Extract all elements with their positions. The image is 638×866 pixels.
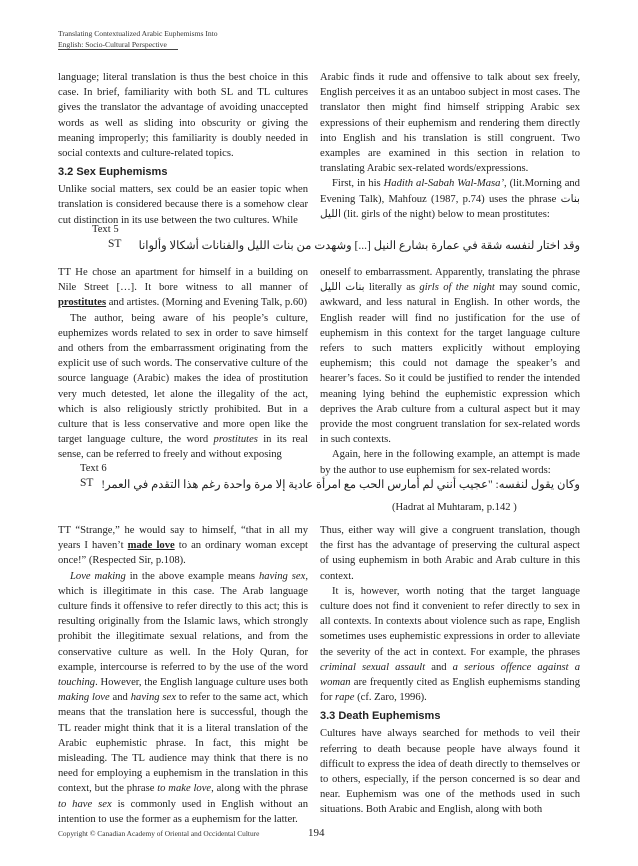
text5-label: Text 5 [92, 224, 119, 235]
paragraph: TT He chose an apartment for himself in a building on Nile Street […]. It bore witness to all manner of prostitutes and artistes. (Morning and Evening Talk, p.60) [58, 267, 308, 309]
top-right-column [320, 70, 580, 222]
paragraph: It is, however, worth noting that the target language culture does not find it convenient to refer directly to sex in all contexts. In contexts about violence such as rape, English sometimes uses euphemistic expressions in order to alleviate the severity of the act in context. For example, the phrases criminal sexual assault and a serious offence against a woman are frequently cited as English euphemisms standing for rape (cf. Zaro, 1996). [320, 585, 580, 704]
text6-st-label: ST [80, 477, 94, 489]
section-heading-sex-euphemisms: 3.2 Sex Euphemisms [58, 166, 168, 179]
top-left-column [58, 70, 308, 228]
header-rule [58, 49, 178, 50]
paragraph: oneself to embarrassment. Apparently, translating the phrase بنات الليل literally as girls of the night may sound comic, awkward, and less natural in English. In other words, the English reader will find no justification for the use of euphemism in this context for the target language culture refers to such matters explicitly without employing euphemism; this could not damage the speaker’s and hearer’s faces. So it could be justified to render the intended meaning lying behind the euphemistic expression which deprives the Arab culture from a cultural aspect but it may provide the most congruent translation for sex-related words in such contexts. [320, 267, 580, 446]
paragraph: Unlike social matters, sex could be an easier topic when translation is considered because there is a somehow clear cut distinction in its use between the two cultures. While [58, 184, 308, 226]
section-heading-death-euphemisms: 3.3 Death Euphemisms [320, 710, 441, 723]
arabic-phrase: بنات الليل [320, 282, 365, 294]
page-number: 194 [308, 827, 325, 839]
footer-copyright: Copyright © Canadian Academy of Oriental and Occidental Culture [58, 829, 260, 838]
paragraph: language; literal translation is thus the best choice in this case. In brief, familiarity with both SL and TL cultures gives the translator the advantage of avoiding unaccepted words as well as sliding into obscurity or giving the meaning improperly; this familiarity is doubly needed in social contexts and culture-related topics. [58, 72, 308, 160]
text6-source: (Hadrat al Muhtaram, p.142 ) [392, 502, 517, 513]
text5-st-label: ST [108, 238, 122, 250]
paragraph: First, in his Hadith al-Sabah Wal-Masa’, (lit.Morning and Evening Talk), Mahfouz (1987, p.74) uses the phrase بنات الليل (lit. girls of the night) below to mean prostitutes: [320, 178, 580, 220]
paragraph: Arabic finds it rude and offensive to talk about sex freely, English perceives it as an untaboo subject in most cases. The translator then might find himself stripping Arabic sex expressions of their euphemism and rendering them directly into English and his translation is still congruent. Two examples are examined in this section in relation to translating Arabic sex-related words/expressions. [320, 72, 580, 175]
text6-label: Text 6 [80, 463, 107, 474]
paragraph: Thus, either way will give a congruent translation, though the first has the advantage of preserving the cultural aspect of using euphemism in both Arabic and Arab culture in this context. [320, 525, 580, 582]
middle-left-column [58, 265, 308, 463]
paragraph: Cultures have always searched for methods to veil their referring to death because people have always found it difficult to express the idea of death directly to themselves or to others, especially, if the person concerned is so dear and near. Euphemism was one of the methods used in such situations. Both Arabic and English, along with both [320, 728, 580, 816]
header-line-2: English: Socio-Cultural Perspective [58, 39, 167, 49]
text5-arabic: وقد اختار لنفسه شقة في عمارة بشارع النيل [...] وشهدت من بنات الليل والفنانات أشكالا وألوانا [138, 240, 580, 252]
paragraph: The author, being aware of his people’s culture, euphemizes words related to sex in order to save himself and others from the embarrassment originating from the explicit use of such words. The conservative culture of the source language (Arabic) makes the idea of prostitution very much detested, let alone the illegality of the act, which is also religiously strictly prohibited. But in a culture that is less conservative and more open like the target language culture, the word prostitutes in its real sense, can be referred to freely and without exposing [58, 312, 308, 461]
text6-arabic: وكان يقول لنفسه: "عجيب أنني لم أمارس الحب مع امرأة عادية إلا مرة واحدة رغم هذا التقدم في العمر! [101, 479, 580, 491]
paragraph: Again, here in the following example, an attempt is made by the author to use euphemism for sex-related words: [320, 449, 580, 476]
paragraph: Love making in the above example means having sex, which is illegitimate in this case. The Arab language culture finds it offensive to refer directly to this act; this is resulting originally from the Islamic laws, which strongly prohibit the illegitimate sexual relations, and from the conservative culture as well. In the Holy Quran, for example, intercourse is referred to by the use of the word touching. However, the English language culture uses both making love and having sex to refer to the same act, which means that the translation here is successful, though the TL reader might think that it is a literal translation of the Arabic euphemistic phrase. In fact, this might be misleading. The TL audience may think that there is no need for employing a euphemism in the translation in this context, but the phrase to make love, along with the phrase to have sex is commonly used in English without an intention to use the former as a euphemism for the latter. [58, 570, 309, 825]
bottom-left-column [58, 523, 308, 827]
header-line-1: Translating Contextualized Arabic Euphemisms Into [58, 29, 218, 38]
bottom-right-column [320, 523, 580, 818]
paragraph: TT “Strange,” he would say to himself, “that in all my years I haven’t made love to an ordinary woman except once!” (Respected Sir, p.108). [58, 525, 309, 567]
arabic-phrase: بنات الليل [320, 193, 580, 220]
middle-right-column [320, 265, 580, 478]
running-header [58, 29, 218, 50]
